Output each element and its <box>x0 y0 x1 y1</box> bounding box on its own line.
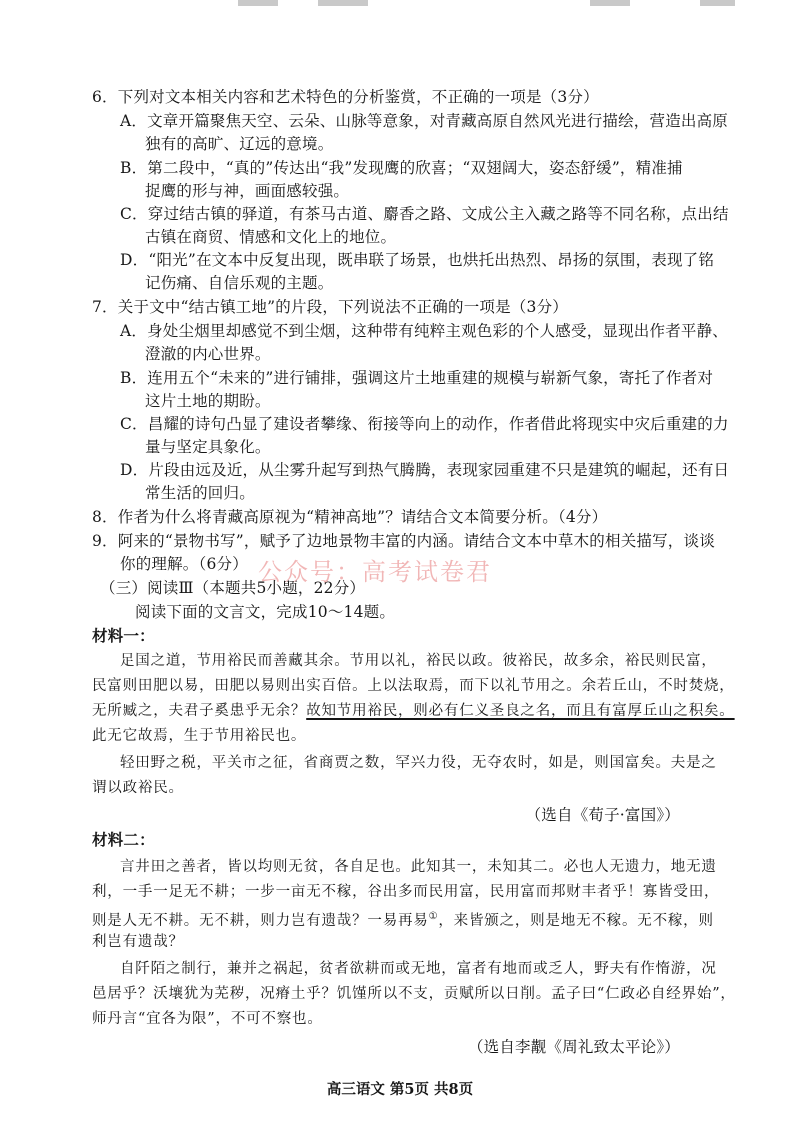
material2-source: （选自李觏《周礼致太平论》） <box>467 1038 680 1056</box>
material2-line: 师丹言“宜各为限”，不可不察也。 <box>92 1011 323 1027</box>
section-instruction: 阅读下面的文言文，完成10～14题。 <box>135 603 396 621</box>
q7-option-b-cont: 这片土地的期盼。 <box>145 392 271 410</box>
page-footer: 高三语文 第5页 共8页 <box>326 1081 474 1098</box>
material1-line: 轻田野之税，平关市之征，省商贾之数，罕兴力役，无夺农时，如是，则国富矣。夫是之 <box>120 755 717 771</box>
material1-line <box>92 700 735 722</box>
q6-option-a-cont: 独有的高旷、辽远的意境。 <box>145 135 334 153</box>
material1-line: 此无它故焉，生于节用裕民也。 <box>92 728 307 744</box>
footnote-marker: ① <box>428 911 439 922</box>
section-title: （三）阅读Ⅲ（本题共5小题，22分） <box>100 579 366 597</box>
q9-stem-cont: 你的理解。（6分） <box>120 555 248 573</box>
material2-label: 材料二： <box>92 830 155 849</box>
q9-stem: 9．阿来的“景物书写”，赋予了边地景物丰富的内涵。请结合文本中草木的相关描写，谈谈 <box>92 532 715 550</box>
material2-line: 自阡陌之制行，兼并之祸起，贫者欲耕而或无地，富者有地而或乏人，野夫有作惰游，况 <box>120 961 717 977</box>
q7-option-b: B．连用五个“未来的”进行铺排，强调这片土地重建的规模与崭新气象，寄托了作者对 <box>120 369 714 387</box>
material1-line: 谓以政裕民。 <box>92 780 184 796</box>
material2-line: 利岂有遗哉？ <box>92 934 184 950</box>
q7-option-a: A．身处尘烟里却感觉不到尘烟，这种带有纯粹主观色彩的个人感受，显现出作者平静、 <box>120 322 728 340</box>
material2-text: ，来皆颁之，则是地无不稼。无不稼，则 <box>438 912 714 929</box>
material2-text: 则是人无不耕。无不耕，则力岂有遗哉？一易再易 <box>92 912 429 929</box>
material2-line <box>92 906 714 932</box>
q6-option-d: D．“阳光”在文本中反复出现，既串联了场景，也烘托出热烈、昂扬的氛围，表现了铭 <box>120 251 715 269</box>
q7-option-d: D．片段由远及近，从尘雾升起写到热气腾腾，表现家园重建不只是建筑的崛起，还有日 <box>120 461 730 479</box>
material1-source: （选自《荀子·富国》） <box>525 806 680 824</box>
material2-line: 言井田之善者，皆以均则无贫，各自足也。此知其一，未知其二。必也人无遗力，地无遗 <box>120 859 717 875</box>
q8-stem: 8．作者为什么将青藏高原视为“精神高地”？请结合文本简要分析。（4分） <box>92 508 608 526</box>
watermark-text: 公众号：高考试卷君 <box>258 558 492 586</box>
material2-line: 利，一手一足无不耕；一步一亩无不稼，谷出多而民用富，民用富而邦财丰者乎！寡皆受田， <box>92 884 720 900</box>
q6-option-c-cont: 古镇在商贸、情感和文化上的地位。 <box>145 228 397 246</box>
q6-option-a: A．文章开篇聚焦天空、云朵、山脉等意象，对青藏高原自然风光进行描绘，营造出高原 <box>120 112 728 130</box>
q6-option-d-cont: 记伤痛、自信乐观的主题。 <box>145 274 334 292</box>
q6-option-b: B．第二段中，“真的”传达出“我”发现鹰的欣喜；“双翅阔大，姿态舒缓”，精准捕 <box>120 159 683 177</box>
q7-option-d-cont: 常生活的回归。 <box>145 484 255 502</box>
material1-label: 材料一： <box>92 626 155 645</box>
q7-option-a-cont: 澄澈的内心世界。 <box>145 345 271 363</box>
scan-top-marks <box>0 0 800 14</box>
q6-option-b-cont: 捉鹰的形与神，画面感较强。 <box>145 182 350 200</box>
q6-stem: 6．下列对文本相关内容和艺术特色的分析鉴赏，不正确的一项是（3分） <box>92 88 599 106</box>
material1-text: 无所臧之，夫君子奚患乎无余？ <box>92 703 307 719</box>
material1-underlined-sentence: 故知节用裕民，则必有仁义圣良之名，而且有富厚丘山之积矣。 <box>306 703 735 719</box>
q7-option-c-cont: 量与坚定具象化。 <box>145 438 271 456</box>
material2-line: 邑居乎？沃壤犹为芜秽，况瘠土乎？饥馑所以不支，贡赋所以日削。孟子曰“仁政必自经界始”， <box>92 986 736 1002</box>
q7-stem: 7．关于文中“结古镇工地”的片段，下列说法不正确的一项是（3分） <box>92 298 568 316</box>
q7-option-c: C．昌耀的诗句凸显了建设者攀缘、衔接等向上的动作，作者借此将现实中灾后重建的力 <box>120 415 729 433</box>
material1-line: 足国之道，节用裕民而善藏其余。节用以礼，裕民以政。彼裕民，故多余，裕民则民富， <box>120 653 717 669</box>
material1-line: 民富则田肥以易，田肥以易则出实百倍。上以法取焉，而下以礼节用之。余若丘山，不时焚烧， <box>92 678 735 694</box>
q6-option-c: C．穿过结古镇的驿道，有茶马古道、麝香之路、文成公主入藏之路等不同名称，点出结 <box>120 205 729 223</box>
